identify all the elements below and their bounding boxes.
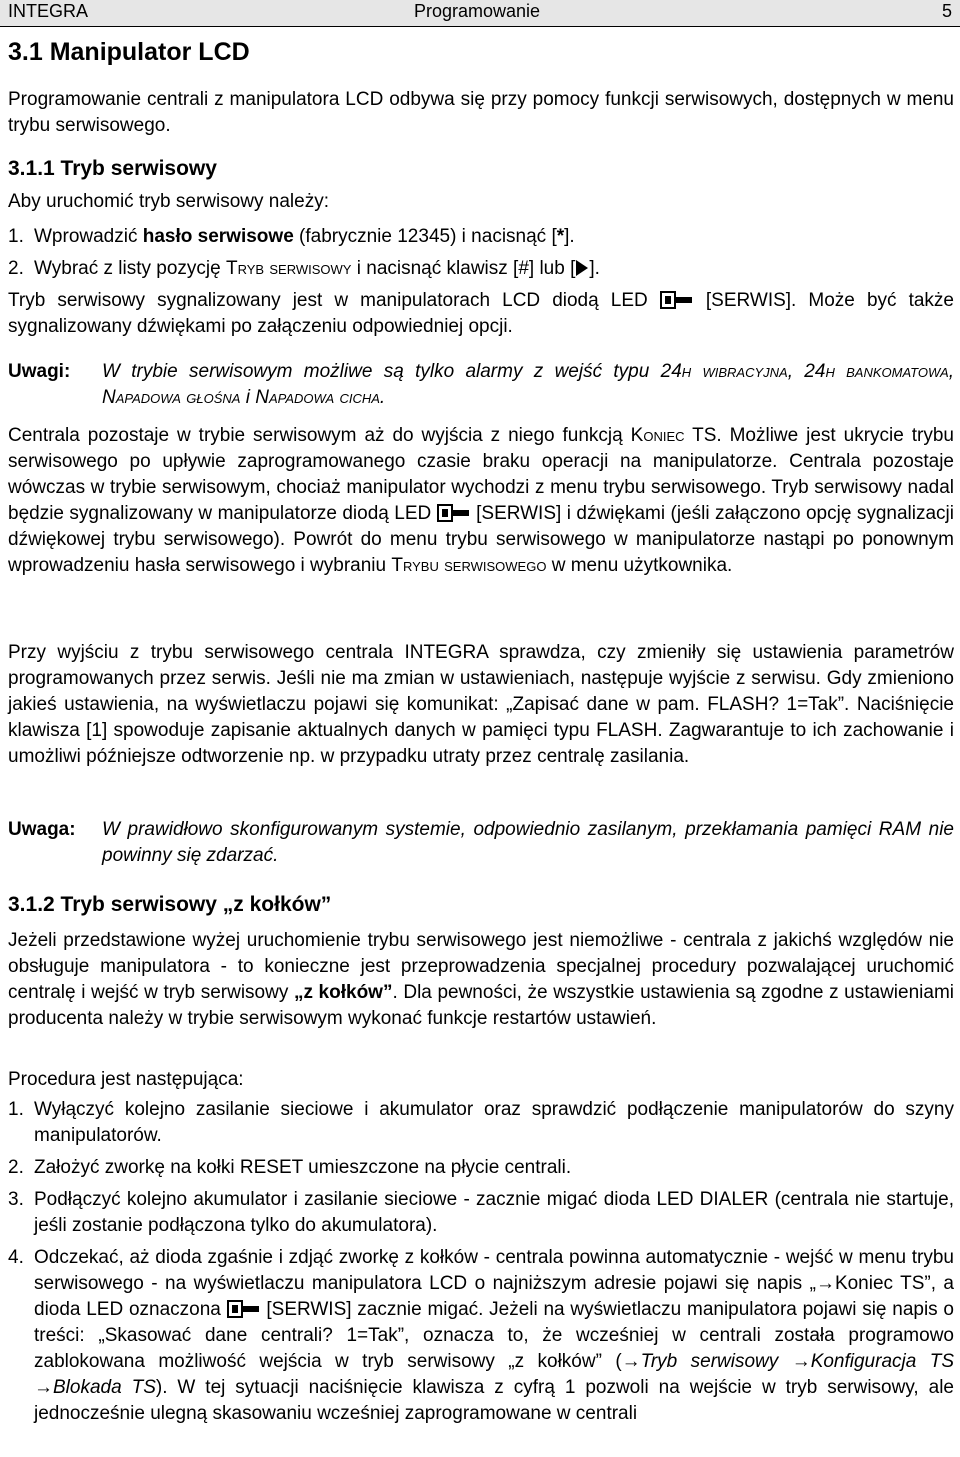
step-text: Wybrać z listy pozycję <box>34 258 226 279</box>
header-page-number: 5 <box>942 1 953 21</box>
step-text: Koniec TS”, a dioda LED oznaczona <box>34 1273 955 1320</box>
procedure-step-4 <box>8 1245 954 1427</box>
step-text: ). W tej sytuacji naciśnięcie klawisza z cyfrą 1 pozwoli na wejście w tryb serwisowy, ale jednocześnie ulegną skasowaniu wcześniej zaprogramowane w centrali <box>34 1377 954 1424</box>
list-number: 4. <box>8 1247 24 1268</box>
remarks-label: Uwagi: <box>8 361 71 382</box>
step-text: ]. <box>589 258 600 279</box>
note-text: . <box>379 387 386 408</box>
list-item-step-2 <box>8 256 954 282</box>
service-led-icon <box>227 1300 261 1318</box>
paragraph-text: [SERWIS] i dźwiękami (jeśli załączono opcję sygnalizacji dźwiękowej trybu serwisowego). Powrót do menu trybu serwisowego w manipulatorze nastąpi po ponownym wprowadzeniu hasła serwisowego i wybraniu <box>8 503 954 576</box>
step-text: Założyć zworkę na kołki RESET umieszczone na płycie centrali. <box>34 1157 572 1178</box>
menu-position-term: Tryb serwisowy <box>226 258 352 279</box>
step-text: Podłączyć kolejno akumulator i zasilanie sieciowe - zacznie migać dioda LED DIALER (centrala nie startuje, jeśli zostanie podłączona tylko do akumulatora). <box>34 1189 954 1236</box>
step-text: ]. <box>564 226 575 247</box>
menu-path-term: Tryb serwisowy <box>640 1351 792 1372</box>
section-title-3-1-2: 3.1.2 Tryb serwisowy „z kołków” <box>8 893 332 916</box>
note-text: , 24 <box>787 361 826 382</box>
procedure-step-3 <box>8 1187 954 1239</box>
header-chapter: Programowanie <box>414 1 541 21</box>
star-key: * <box>556 226 565 247</box>
list-number: 3. <box>8 1189 24 1210</box>
remarks-note <box>8 359 954 411</box>
step-text: Wprowadzić <box>34 226 143 247</box>
service-led-icon <box>437 504 471 522</box>
procedure-lead: Procedura jest następująca: <box>8 1069 244 1090</box>
section-title-3-1: 3.1 Manipulator LCD <box>8 38 250 66</box>
service-led-icon <box>660 291 694 309</box>
procedure-step-2 <box>8 1155 954 1181</box>
paragraph-text: Tryb serwisowy sygnalizowany jest w manipulatorach LCD diodą LED <box>8 290 660 311</box>
menu-path-term: Konfiguracja TS <box>810 1351 954 1372</box>
zone-type-term: h wibracyjna <box>681 361 788 382</box>
service-password-term: hasło serwisowe <box>142 226 294 247</box>
paragraph-text: Jeżeli przedstawione wyżej uruchomienie trybu serwisowego jest niemożliwe - centrala z jakichś względów nie obsługuje manipulatora - to konieczne jest przeprowadzenia specjalnej procedury pozwalającej uruchomić centralę i wejść w tryb serwisowy <box>8 930 954 1003</box>
service-mode-paragraph <box>8 423 954 579</box>
page-header <box>0 0 960 27</box>
zone-type-term: Napadowa cicha <box>255 387 380 408</box>
arrow-icon: → <box>815 1273 835 1294</box>
function-term: Koniec TS <box>630 425 717 446</box>
note-text: , <box>948 361 954 382</box>
right-arrow-key-icon <box>576 260 588 276</box>
paragraph-text: [SERWIS]. Może być także sygnalizowany dźwiękami po załączeniu odpowiedniej opcji. <box>8 290 954 337</box>
zone-type-term: Napadowa głośna <box>102 387 241 408</box>
note-text: W trybie serwisowym możliwe są tylko alarmy z wejść typu 24 <box>102 361 682 382</box>
warning-text: W prawidłowo skonfigurowanym systemie, odpowiednio zasilanym, przekłamania pamięci RAM nie powinny się zdarzać. <box>102 819 954 866</box>
step-text: (fabrycznie 12345) i nacisnąć [ <box>293 226 557 247</box>
arrow-icon: → <box>621 1351 641 1372</box>
zone-type-term: h bankomatowa <box>825 361 949 382</box>
arrow-icon: → <box>791 1351 811 1372</box>
procedure-step-1 <box>8 1097 954 1149</box>
paragraph-text: w menu użytkownika. <box>546 555 733 576</box>
paragraph-text: Centrala pozostaje w trybie serwisowym aż do wyjścia z niego funkcją <box>8 425 631 446</box>
list-number: 2. <box>8 258 24 279</box>
list-item-step-1 <box>8 224 954 250</box>
paragraph-text: . Możliwe jest ukrycie trybu serwisowego po upływie zaprogramowanego czasie braku operacji na manipulatorze. Centrala pozostaje wówczas w trybie serwisowym, chociaż manipulator wychodzi z menu trybu serwisowego. Tryb serwisowy nadal będzie sygnalizowany w manipulatorze diodą LED <box>8 425 954 524</box>
pins-term: „z kołków” <box>293 982 393 1003</box>
signal-paragraph <box>8 288 954 340</box>
step-text: [SERWIS] zacznie migać. Jeżeli na wyświetlaczu manipulatora pojawi się napis o treści: „Skasować dane centrali? 1=Tak”, oznacza to, że wcześniej w centrali została programowo zablokowana możliwość wejścia w tryb serwisowy „z kołków” ( <box>34 1299 954 1372</box>
warning-label: Uwaga: <box>8 819 76 840</box>
step-text: Wyłączyć kolejno zasilanie sieciowe i akumulator oraz sprawdzić podłączenie manipulatorów do szyny manipulatorów. <box>34 1099 954 1146</box>
step-text: Odczekać, aż dioda zgaśnie i zdjąć zworkę z kołków - centrala powinna automatycznie - wejść w menu trybu serwisowego - na wyświetlaczu manipulatora LCD o najniższym adresie pojawi się napis „ <box>34 1247 954 1294</box>
list-number: 2. <box>8 1157 24 1178</box>
list-number: 1. <box>8 1099 24 1120</box>
note-text: i <box>240 387 256 408</box>
menu-position-term: Trybu serwisowego <box>391 555 547 576</box>
section-title-3-1-1: 3.1.1 Tryb serwisowy <box>8 157 217 180</box>
header-product: INTEGRA <box>8 1 89 21</box>
lead-text: Aby uruchomić tryb serwisowy należy: <box>8 191 329 212</box>
paragraph-text: . Dla pewności, że wszystkie ustawienia są zgodne z ustawieniami producenta należy w trybie serwisowym wykonać funkcje restartów ustawień. <box>8 982 954 1029</box>
list-number: 1. <box>8 226 24 247</box>
menu-path-term: Blokada TS <box>53 1377 156 1398</box>
exit-service-paragraph: Przy wyjściu z trybu serwisowego centrala INTEGRA sprawdza, czy zmieniły się ustawienia parametrów programowanych przez serwis. Jeśli nie ma zmian w ustawieniach, następuje wyjście z serwisu. Gdy zmieniono jakieś ustawienia, na wyświetlaczu pojawi się komunikat: „Zapisać dane w pam. FLASH? 1=Tak”. Naciśnięcie klawisza [1] spowoduje zapisanie aktualnych danych w pamięci typu FLASH. Zagwarantuje to ich zachowanie i umożliwi późniejsze odtworzenie np. w przypadku utraty przez centralę zasilania. <box>8 642 954 767</box>
warning-note <box>8 817 954 869</box>
intro-paragraph: Programowanie centrali z manipulatora LCD odbywa się przy pomocy funkcji serwisowych, dostępnych w menu trybu serwisowego. <box>8 89 954 136</box>
arrow-icon: → <box>34 1377 53 1398</box>
pins-intro-paragraph <box>8 928 954 1032</box>
step-text: i nacisnąć klawisz [#] lub [ <box>351 258 576 279</box>
